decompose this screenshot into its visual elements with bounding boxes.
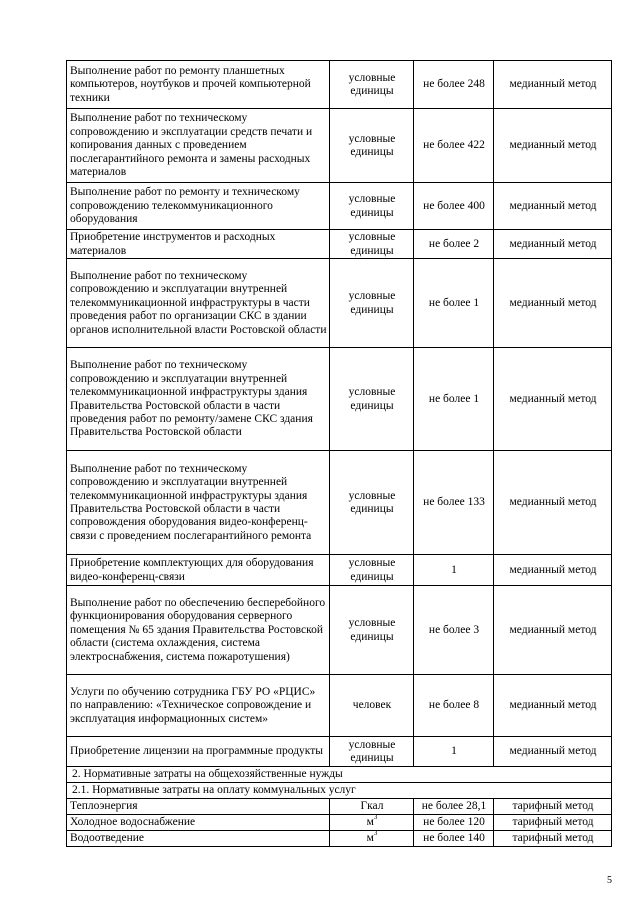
method-cell: медианный метод (494, 183, 612, 230)
cost-item-name: Выполнение работ по техническому сопровождению и эксплуатации внутренней телекоммуникационной инфраструктуры в части проведения работ по организации СКС в здании органов исполнительной власти Ростовской области (67, 259, 330, 348)
unit-cell (330, 815, 414, 831)
cost-item-name: Водоотведение (67, 831, 330, 847)
norm-cell: не более 1 (414, 348, 494, 451)
unit-superscript: 3 (373, 813, 378, 822)
cost-item-name: Выполнение работ по техническому сопровождению и эксплуатации внутренней телекоммуникационной инфраструктуры здания Правительства Ростовской области в части сопровождения оборудования видео-конференц-связи с проведением послегарантийного ремонта (67, 451, 330, 555)
cost-item-name: Выполнение работ по техническому сопровождению и эксплуатации внутренней телекоммуникационной инфраструктуры здания Правительства Ростовской области в части проведения работ по ремонту/замене СКС здания Правительства Ростовской области (67, 348, 330, 451)
norm-cell: не более 3 (414, 586, 494, 675)
method-cell: медианный метод (494, 555, 612, 586)
method-cell: медианный метод (494, 586, 612, 675)
method-cell: медианный метод (494, 348, 612, 451)
norm-cell: не более 422 (414, 109, 494, 183)
section-heading: 2. Нормативные затраты на общехозяйственные нужды (67, 767, 612, 783)
cost-item-name: Приобретение комплектующих для оборудования видео-конференц-связи (67, 555, 330, 586)
table-row (67, 737, 612, 767)
table-row (67, 61, 612, 109)
table-row (67, 259, 612, 348)
method-cell: медианный метод (494, 675, 612, 737)
norm-cell: 1 (414, 737, 494, 767)
unit-cell: условные единицы (330, 555, 414, 586)
cost-item-name: Холодное водоснабжение (67, 815, 330, 831)
norm-cell: не более 2 (414, 230, 494, 259)
norm-cell: не более 8 (414, 675, 494, 737)
unit-cell: условные единицы (330, 230, 414, 259)
norm-cell: не более 28,1 (414, 799, 494, 815)
section-heading-row (67, 767, 612, 783)
method-cell: медианный метод (494, 737, 612, 767)
unit-cell (330, 799, 414, 815)
table-row (67, 451, 612, 555)
normative-costs-table (66, 60, 612, 847)
unit-text: Гкал (360, 800, 384, 813)
cost-item-name: Выполнение работ по ремонту и техническому сопровождению телекоммуникационного оборудования (67, 183, 330, 230)
unit-cell: условные единицы (330, 451, 414, 555)
norm-cell: не более 248 (414, 61, 494, 109)
table-row (67, 815, 612, 831)
norm-cell: не более 140 (414, 831, 494, 847)
page-number: 5 (607, 875, 612, 886)
table-row (67, 109, 612, 183)
unit-cell: условные единицы (330, 109, 414, 183)
method-cell: тарифный метод (494, 815, 612, 831)
cost-item-name: Выполнение работ по обеспечению бесперебойного функционирования оборудования серверного помещения № 65 здания Правительства Ростовской области (система охлаждения, система электроснабжения, система пожаротушения) (67, 586, 330, 675)
unit-cell: условные единицы (330, 586, 414, 675)
norm-cell: не более 133 (414, 451, 494, 555)
unit-cell: условные единицы (330, 348, 414, 451)
table-row (67, 586, 612, 675)
unit-text: м (366, 816, 374, 829)
table-row (67, 555, 612, 586)
unit-cell: условные единицы (330, 61, 414, 109)
unit-superscript: 3 (373, 829, 378, 838)
method-cell: медианный метод (494, 109, 612, 183)
cost-item-name: Теплоэнергия (67, 799, 330, 815)
cost-item-name: Приобретение инструментов и расходных материалов (67, 230, 330, 259)
norm-cell: не более 120 (414, 815, 494, 831)
table-row (67, 675, 612, 737)
section-heading-row (67, 783, 612, 799)
cost-item-name: Выполнение работ по техническому сопровождению и эксплуатации средств печати и копирования данных с проведением послегарантийного ремонта и замены расходных материалов (67, 109, 330, 183)
method-cell: тарифный метод (494, 799, 612, 815)
method-cell: медианный метод (494, 61, 612, 109)
method-cell: тарифный метод (494, 831, 612, 847)
unit-cell: человек (330, 675, 414, 737)
table-row (67, 831, 612, 847)
unit-cell: условные единицы (330, 259, 414, 348)
norm-cell: 1 (414, 555, 494, 586)
unit-cell: условные единицы (330, 737, 414, 767)
method-cell: медианный метод (494, 451, 612, 555)
unit-text: м (366, 832, 374, 845)
cost-item-name: Приобретение лицензии на программные продукты (67, 737, 330, 767)
method-cell: медианный метод (494, 259, 612, 348)
cost-item-name: Услуги по обучению сотрудника ГБУ РО «РЦИС» по направлению: «Техническое сопровождение и эксплуатация информационных систем» (67, 675, 330, 737)
unit-cell: условные единицы (330, 183, 414, 230)
norm-cell: не более 1 (414, 259, 494, 348)
method-cell: медианный метод (494, 230, 612, 259)
table-row (67, 799, 612, 815)
norm-cell: не более 400 (414, 183, 494, 230)
table-row (67, 348, 612, 451)
table-row (67, 183, 612, 230)
table-row (67, 230, 612, 259)
subsection-heading: 2.1. Нормативные затраты на оплату коммунальных услуг (67, 783, 612, 799)
unit-cell (330, 831, 414, 847)
cost-item-name: Выполнение работ по ремонту планшетных компьютеров, ноутбуков и прочей компьютерной техники (67, 61, 330, 109)
